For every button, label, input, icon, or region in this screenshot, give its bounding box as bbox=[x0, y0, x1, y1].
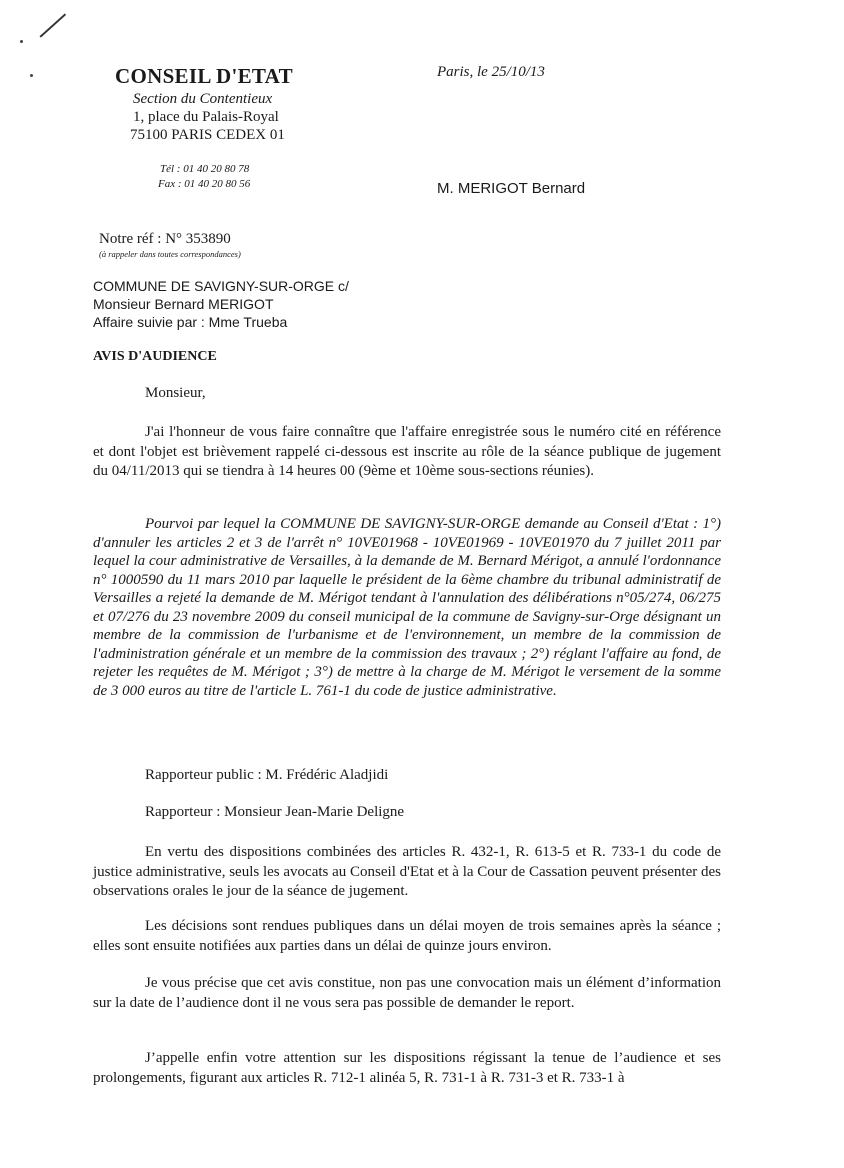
sender-fax: Fax : 01 40 20 80 56 bbox=[158, 178, 251, 190]
case-parties: COMMUNE DE SAVIGNY-SUR-ORGE c/ bbox=[93, 278, 349, 294]
sender-address-line1: 1, place du Palais-Royal bbox=[133, 109, 279, 125]
hearing-rules-paragraph: J’appelle enfin votre attention sur les dispositions régissant la tenue de l’audience et ses prolongements, figurant aux articles R. 712-1 alinéa 5, R. 731-1 à R. 731-3 et R. 733-1 à bbox=[93, 1050, 721, 1086]
case-handler: Affaire suivie par : Mme Trueba bbox=[93, 314, 288, 330]
sender-address-line2: 75100 PARIS CEDEX 01 bbox=[130, 127, 285, 143]
sender-name: CONSEIL D'ETAT bbox=[115, 64, 293, 88]
reference-number: Notre réf : N° 353890 bbox=[99, 231, 231, 247]
decisions-paragraph: Les décisions sont rendues publiques dans un délai moyen de trois semaines après la séance ; elles sont ensuite notifiées aux parties dans un délai de quinze jours environ. bbox=[93, 918, 721, 954]
hearing-notice-paragraph: J'ai l'honneur de vous faire connaître que l'affaire enregistrée sous le numéro cité en référence et dont l'objet est brièvement rappelé ci-dessous est inscrite au rôle de la séance publique de jugement du 04/11/2013 qui se tiendra à 14 heures 00 (9ème et 10ème sous-sections réunies). bbox=[93, 424, 721, 479]
scan-speck bbox=[30, 74, 33, 77]
scan-speck bbox=[20, 40, 23, 43]
greeting: Monsieur, bbox=[145, 385, 206, 401]
appeal-summary-paragraph: Pourvoi par lequel la COMMUNE DE SAVIGNY-SUR-ORGE demande au Conseil d'Etat : 1°) d'annuler les articles 2 et 3 de l'arrêt n° 10VE01968 - 10VE01969 - 10VE01970 du 7 juillet 2011 par lequel la cour administrative de Versailles, à la demande de M. Bernard Mérigot, a annulé l'ordonnance n° 1000590 du 11 mars 2010 par laquelle le président de la 6ème chambre du tribunal administratif de Versailles a rejeté la demande de M. Mérigot tendant à l'annulation des délibérations n°05/274, 06/275 et 07/276 du 23 novembre 2009 du conseil municipal de la commune de Savigny-sur-Orge désignant un membre de la commission de l'urbanisme et de l'environnement, un membre de la commission de l'administration générale et un membre de la commission des travaux ; 2°) réglant l'affaire au fond, de rejeter les requêtes de M. Mérigot ; 3°) de mettre à la charge de M. Mérigot le versement de la somme de 3 000 euros au titre de l'article L. 761-1 du code de justice administrative. bbox=[93, 516, 721, 699]
not-a-summons-paragraph: Je vous précise que cet avis constitue, non pas une convocation mais un élément d’information sur la date de l’audience dont il ne vous sera pas possible de demander le report. bbox=[93, 975, 721, 1011]
sender-tel: Tél : 01 40 20 80 78 bbox=[160, 163, 250, 175]
letter-date: Paris, le 25/10/13 bbox=[437, 64, 545, 80]
pen-mark bbox=[39, 13, 65, 37]
rapporteur: Rapporteur : Monsieur Jean-Marie Deligne bbox=[145, 804, 405, 820]
oral-observations-paragraph: En vertu des dispositions combinées des articles R. 432-1, R. 613-5 et R. 733-1 du code de justice administrative, seuls les avocats au Conseil d'Etat et à la Cour de Cassation peuvent présenter des observations orales le jour de la séance de jugement. bbox=[93, 844, 721, 899]
public-rapporteur: Rapporteur public : M. Frédéric Aladjidi bbox=[145, 767, 389, 783]
case-respondent: Monsieur Bernard MERIGOT bbox=[93, 296, 274, 312]
recipient-name: M. MERIGOT Bernard bbox=[437, 180, 586, 197]
sender-section: Section du Contentieux bbox=[133, 91, 273, 107]
document-title: AVIS D'AUDIENCE bbox=[93, 349, 217, 364]
reference-note: (à rappeler dans toutes correspondances) bbox=[99, 249, 241, 259]
